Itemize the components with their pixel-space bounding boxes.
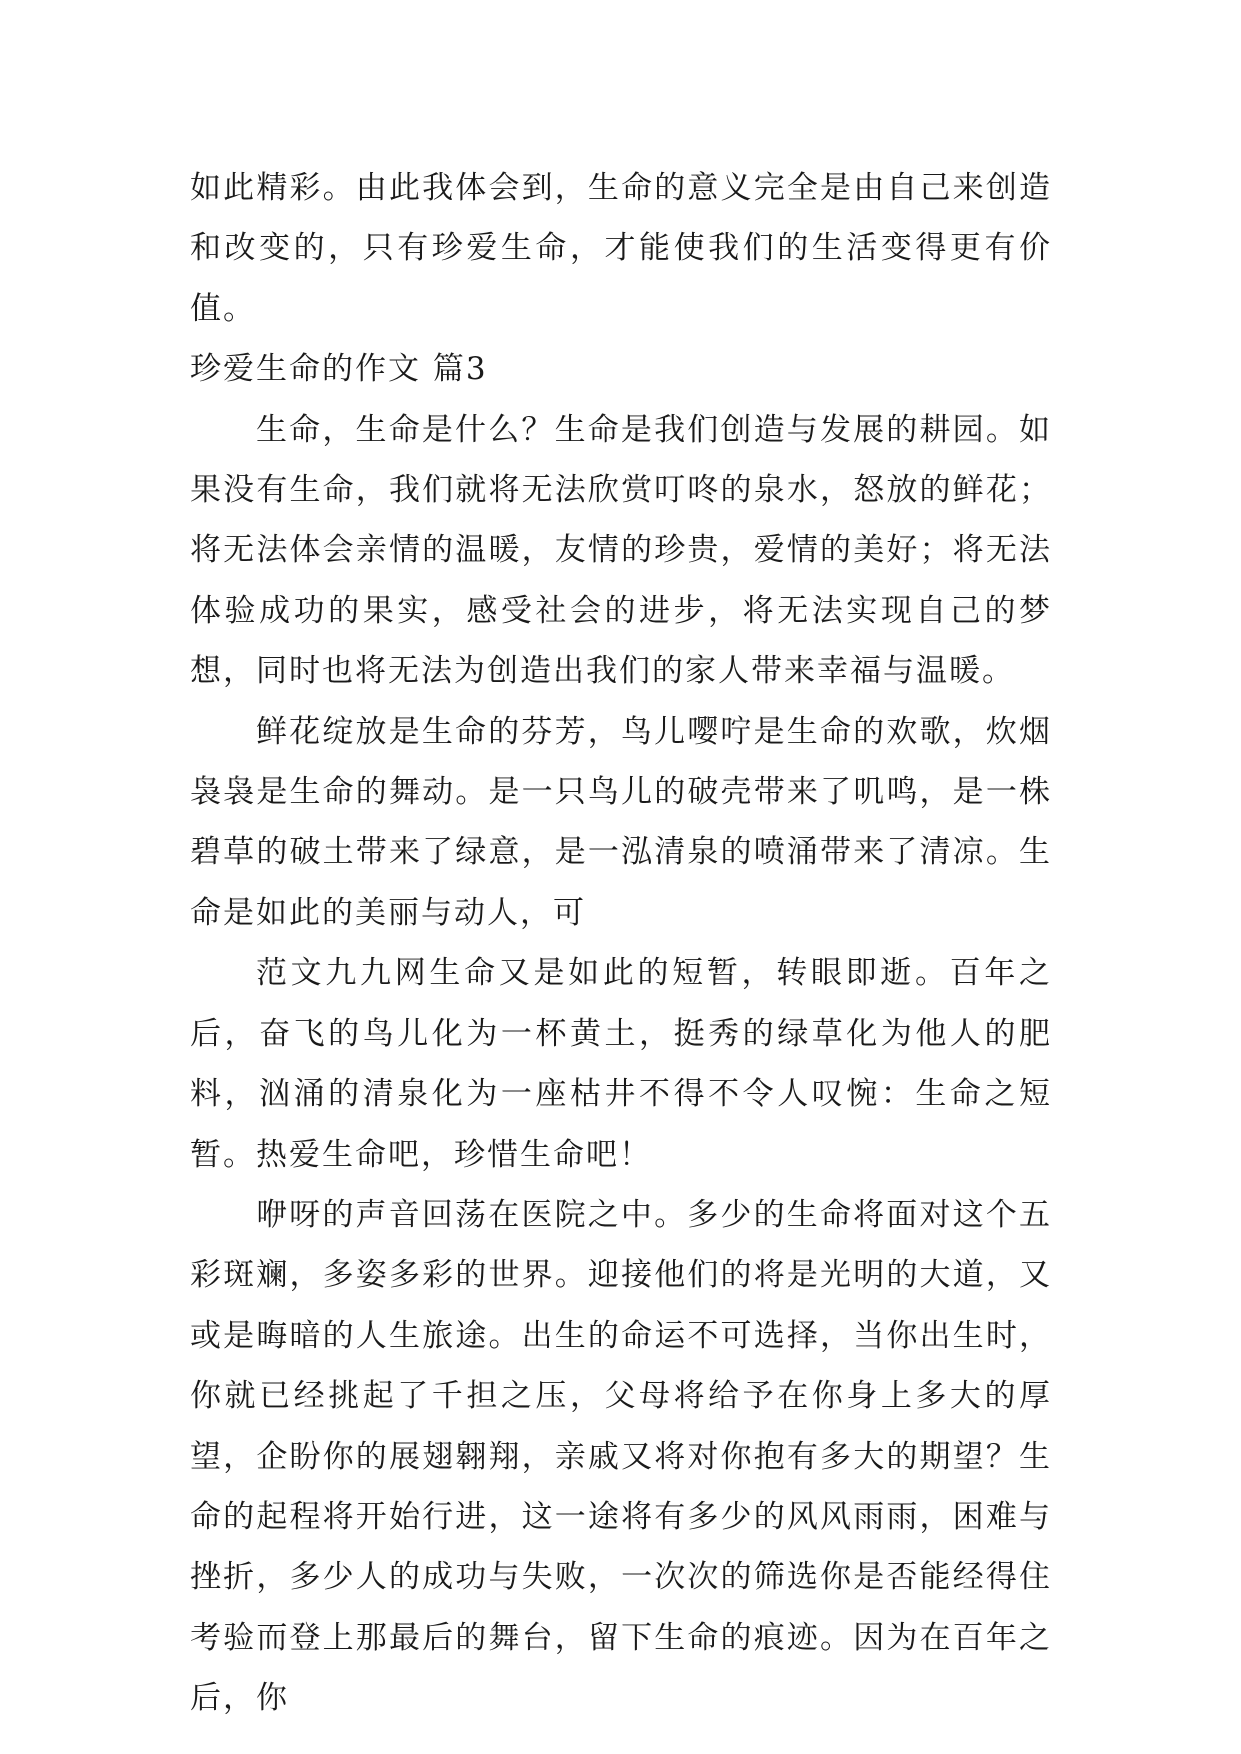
paragraph: 范文九九网生命又是如此的短暂，转眼即逝。百年之后，奋飞的鸟儿化为一杯黄土，挺秀的绿草化为他人的肥料，汹涌的清泉化为一座枯井不得不令人叹惋：生命之短暂。热爱生命吧，珍惜生命吧！ <box>190 955 1052 1173</box>
section-heading: 珍爱生命的作文 篇3 <box>190 351 488 388</box>
paragraph: 鲜花绽放是生命的芬芳，鸟儿嘤咛是生命的欢歌，炊烟袅袅是生命的舞动。是一只鸟儿的破壳带来了叽鸣，是一株碧草的破土带来了绿意，是一泓清泉的喷涌带来了清凉。生命是如此的美丽与动人，可 <box>190 713 1052 931</box>
paragraph: 如此精彩。由此我体会到，生命的意义完全是由自己来创造和改变的，只有珍爱生命，才能使我们的生活变得更有价值。 <box>190 170 1052 327</box>
paragraph: 生命，生命是什么？生命是我们创造与发展的耕园。如果没有生命，我们就将无法欣赏叮咚的泉水，怒放的鲜花；将无法体会亲情的温暖，友情的珍贵，爱情的美好；将无法体验成功的果实，感受社会的进步，将无法实现自己的梦想，同时也将无法为创造出我们的家人带来幸福与温暖。 <box>190 411 1052 690</box>
document-body <box>190 158 1052 1729</box>
paragraph: 咿呀的声音回荡在医院之中。多少的生命将面对这个五彩斑斓，多姿多彩的世界。迎接他们的将是光明的大道，又或是晦暗的人生旅途。出生的命运不可选择，当你出生时，你就已经挑起了千担之压，父母将给予在你身上多大的厚望，企盼你的展翅翱翔，亲戚又将对你抱有多大的期望？生命的起程将开始行进，这一途将有多少的风风雨雨，困难与挫折，多少人的成功与失败，一次次的筛选你是否能经得住考验而登上那最后的舞台，留下生命的痕迹。因为在百年之后，你 <box>190 1196 1052 1717</box>
